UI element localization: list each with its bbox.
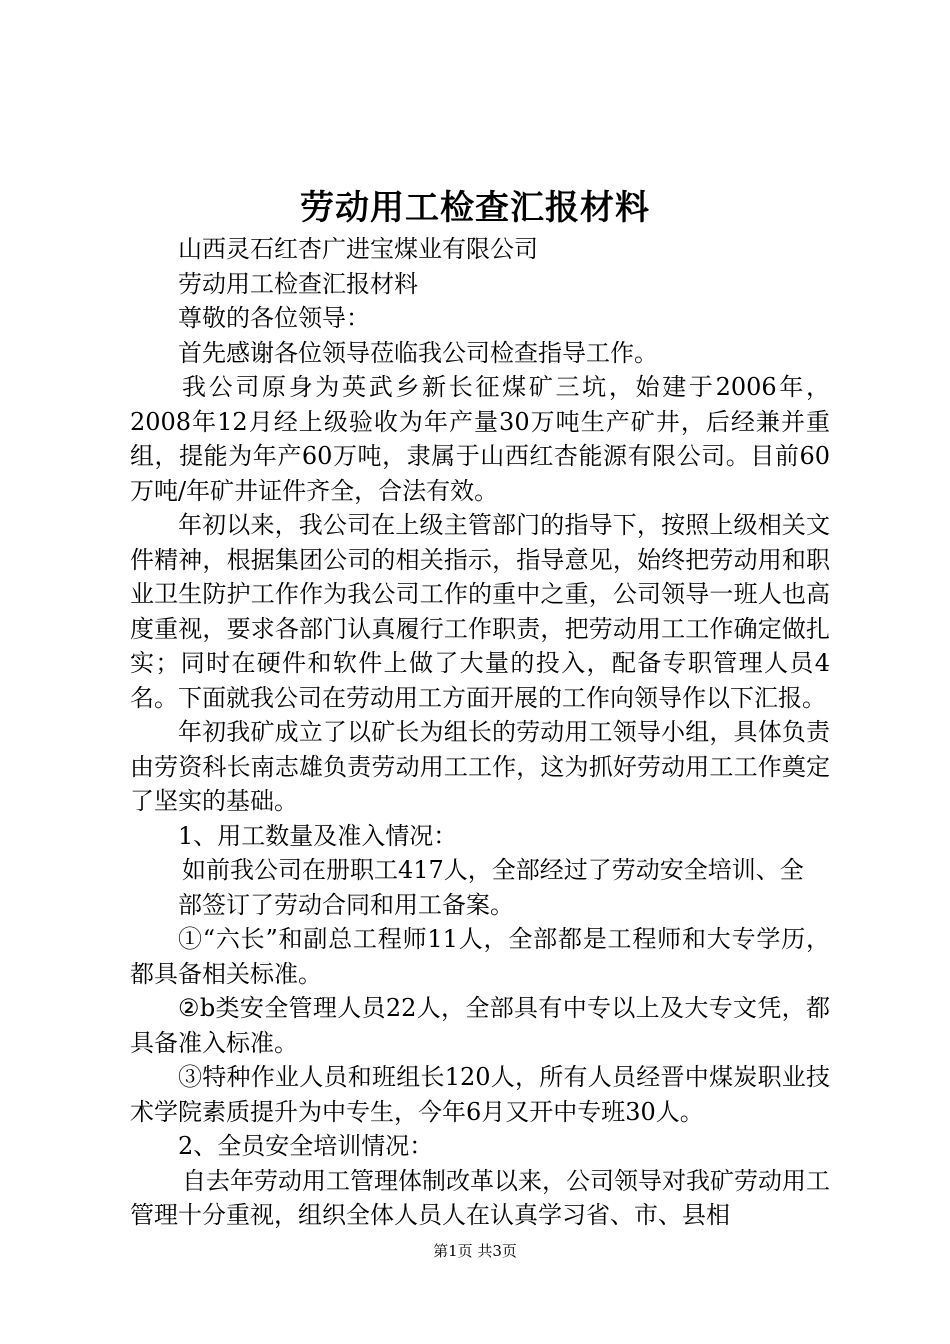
work-overview-paragraph: 年初以来，我公司在上级主管部门的指导下，按照上级相关文件精神，根据集团公司的相关指示，指导意见，始终把劳动用和职业卫生防护工作作为我公司工作的重中之重，公司领导一班人也高度重视，要求各部门认真履行工作职责，把劳动用工工作确定做扎实；同时在硬件和软件上做了大量的投入，配备专职管理人员4名。下面就我公司在劳动用工方面开展的工作向领导作以下汇报。 — [130, 511, 830, 712]
list-item-3: ③特种作业人员和班组长120人，所有人员经晋中煤炭职业技术学院素质提升为中专生，今年6月又开中专班30人。 — [130, 1063, 830, 1126]
company-history-paragraph: 我公司原身为英武乡新长征煤矿三坑，始建于2006年，2008年12月经上级验收为年产量30万吨生产矿井，后经兼并重组，提能为年产60万吨，隶属于山西红杏能源有限公司。目前60万吨/年矿井证件齐全，合法有效。 — [130, 373, 830, 505]
list-item-1: ①“六长”和副总工程师11人，全部都是工程师和大专学历，都具备相关标准。 — [130, 925, 830, 988]
document-body — [130, 232, 830, 1233]
staff-count-paragraph: 如前我公司在册职工417人，全部经过了劳动安全培训、全 — [182, 856, 804, 884]
section-heading-2: 2、全员安全培训情况： — [178, 1132, 434, 1160]
subtitle-line: 劳动用工检查汇报材料 — [178, 269, 418, 298]
company-name-line: 山西灵石红杏广进宝煤业有限公司 — [178, 235, 538, 263]
document-title: 劳动用工检查汇报材料 — [300, 188, 650, 228]
contract-paragraph: 部签订了劳动合同和用工备案。 — [178, 890, 514, 919]
opening-paragraph: 首先感谢各位领导莅临我公司检查指导工作。 — [178, 338, 658, 367]
list-item-2: ②b类安全管理人员22人，全部具有中专以上及大专文凭，都具备准入标准。 — [130, 994, 830, 1057]
page-footer: 第1页 共3页 — [433, 1242, 517, 1260]
salutation-line: 尊敬的各位领导： — [178, 304, 370, 332]
leadership-group-paragraph: 年初我矿成立了以矿长为组长的劳动用工领导小组，具体负责由劳资科长南志雄负责劳动用工工作，这为抓好劳动用工工作奠定了坚实的基础。 — [130, 718, 830, 815]
section-heading-1: 1、用工数量及准入情况： — [178, 821, 458, 850]
training-paragraph: 自去年劳动用工管理体制改革以来，公司领导对我矿劳动用工管理十分重视，组织全体人员人在认真学习省、市、县相 — [130, 1166, 830, 1229]
